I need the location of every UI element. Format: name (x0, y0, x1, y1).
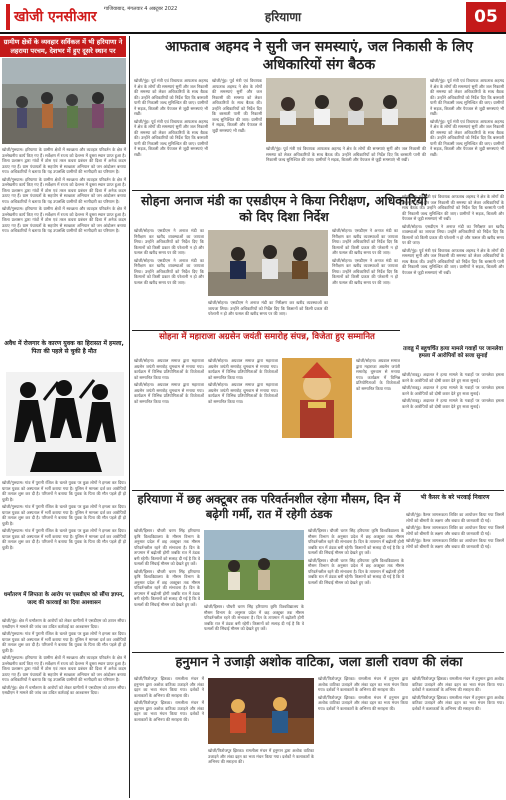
sohna-body-under-photo: खोजी/सोहना। एसडीएम ने अनाज मंडी का निरीक्षण कर खरीद व्यवस्थाओं का जायजा लिया। उन्होंने अधिकारियों को निर्देश दिए कि किसानों को किसी प्रकार की परेशानी न हो और फसल की खरीद समय पर की जाए। (208, 300, 328, 316)
side-bottom-headline: भी कैसर के बरे भरवाई निवारण (420, 494, 490, 501)
masthead (0, 0, 506, 34)
left-subhead: अवैध में रोजगार के कारण युवक का हिरासत में हमला, पिता की पहले से चुकी है मौत (4, 340, 124, 355)
aaftab-meeting-photo (266, 78, 426, 142)
sohna-body-col1: खोजी/सोहना। एसडीएम ने अनाज मंडी का निरीक्षण कर खरीद व्यवस्थाओं का जायजा लिया। उन्होंने अधिकारियों को निर्देश दिए कि किसानों को किसी प्रकार की परेशानी न हो और फसल की खरीद समय पर की जाए। खोजी/सोहना। एसडीएम ने अनाज मंडी का निरीक्षण कर खरीद व्यवस्थाओं का जायजा लिया। उन्होंने अधिकारियों को निर्देश दिए कि किसानों को किसी प्रकार की परेशानी न हो और फसल की खरीद समय पर की जाए। (134, 228, 204, 285)
hanuman-body-col3: खोजी/फिरोजपुर झिरका। रामलीला मंचन में हनुमान द्वारा अशोक वाटिका उजाड़ने और लंका दहन का भव्य मंचन किया गया। दर्शकों ने कलाकारों के अभिनय की सराहना की। खोजी/फिरोजपुर झिरका। रामलीला मंचन में हनुमान द्वारा अशोक वाटिका उजाड़ने और लंका दहन का भव्य मंचन किया गया। दर्शकों ने कलाकारों के अभिनय की सराहना की। (318, 676, 408, 711)
meeting-photo-icon (266, 78, 426, 142)
agrasen-portrait-icon (282, 358, 352, 438)
maharaja-body-col1: खोजी/सोहना। अग्रवाल समाज द्वारा महाराजा अग्रसेन जयंती समारोह धूमधाम से मनाया गया। कार्यक्रम में विभिन्न प्रतियोगिताओं के विजेताओं को सम्मानित किया गया। खोजी/सोहना। अग्रवाल समाज द्वारा महाराजा अग्रसेन जयंती समारोह धूमधाम से मनाया गया। कार्यक्रम में विभिन्न प्रतियोगिताओं के विजेताओं को सम्मानित किया गया। (134, 358, 204, 404)
section-title: हरियाणा (264, 10, 302, 24)
aaftab-headline: आफताब अहमद ने सुनी जन समस्याएं, जल निकासी के लिए अधिकारियों संग बैठक (165, 39, 473, 73)
left-subhead-body: खोजी/गुरुग्राम। गांव में पुरानी रंजिश के चलते युवक पर कुछ लोगों ने हमला कर दिया। घायल युवक को अस्पताल में भर्ती कराया गया है। पुलिस ने मामला दर्ज कर आरोपियों की तलाश शुरू कर दी है। परिजनों ने बताया कि युवक के पिता की मौत पहले ही हो चुकी है। खोजी/गुरुग्राम। गांव में पुरानी रंजिश के चलते युवक पर कुछ लोगों ने हमला कर दिया। घायल युवक को अस्पताल में भर्ती कराया गया है। पुलिस ने मामला दर्ज कर आरोपियों की तलाश शुरू कर दी है। परिजनों ने बताया कि युवक के पिता की मौत पहले ही हो चुकी है। खोजी/गुरुग्राम। गांव में पुरानी रंजिश के चलते युवक पर कुछ लोगों ने हमला कर दिया। घायल युवक को अस्पताल में भर्ती कराया गया है। पुलिस ने मामला दर्ज कर आरोपियों की तलाश शुरू कर दी है। परिजनों ने बताया कि युवक के पिता की मौत पहले ही हो चुकी है। (2, 480, 126, 550)
left-story-body: खोजी/गुरुग्राम। हरियाणा के ग्रामीण क्षेत्रों में स्वच्छता और व्यवहार परिवर्तन के क्षेत्र में उल्लेखनीय कार्य किए गए हैं। सर्वेक्षण में राज्य को देशभर में दूसरा स्थान प्राप्त हुआ है। जिला प्रशासन द्वारा गांवों में ठोस एवं तरल कचरा प्रबंधन की दिशा में अनेक कदम उठाए गए हैं। ग्राम पंचायतों के सहयोग से स्वच्छता अभियान को जन आंदोलन बनाया गया। अधिकारियों ने बताया कि यह उपलब्धि ग्रामीणों की भागीदारी का परिणाम है। खोजी/गुरुग्राम। हरियाणा के ग्रामीण क्षेत्रों में स्वच्छता और व्यवहार परिवर्तन के क्षेत्र में उल्लेखनीय कार्य किए गए हैं। सर्वेक्षण में राज्य को देशभर में दूसरा स्थान प्राप्त हुआ है। जिला प्रशासन द्वारा गांवों में ठोस एवं तरल कचरा प्रबंधन की दिशा में अनेक कदम उठाए गए हैं। ग्राम पंचायतों के सहयोग से स्वच्छता अभियान को जन आंदोलन बनाया गया। अधिकारियों ने बताया कि यह उपलब्धि ग्रामीणों की भागीदारी का परिणाम है। खोजी/गुरुग्राम। हरियाणा के ग्रामीण क्षेत्रों में स्वच्छता और व्यवहार परिवर्तन के क्षेत्र में उल्लेखनीय कार्य किए गए हैं। सर्वेक्षण में राज्य को देशभर में दूसरा स्थान प्राप्त हुआ है। जिला प्रशासन द्वारा गांवों में ठोस एवं तरल कचरा प्रबंधन की दिशा में अनेक कदम उठाए गए हैं। ग्राम पंचायतों के सहयोग से स्वच्छता अभियान को जन आंदोलन बनाया गया। अधिकारियों ने बताया कि यह उपलब्धि ग्रामीणों की भागीदारी का परिणाम है। (2, 147, 126, 233)
sohna-headline: सोहना अनाज मंडी का एसडीएम ने किया निरीक्षण, अधिकारियों को दिए दिशा निर्देश (141, 193, 427, 224)
aaftab-body-col1: खोजी/नूंह। पूर्व मंत्री एवं विधायक आफताब अहमद ने क्षेत्र के लोगों की समस्याएं सुनीं और जल निकासी की समस्या को लेकर अधिकारियों के साथ बैठक की। उन्होंने अधिकारियों को निर्देश दिए कि बरसाती पानी की निकासी जल्द सुनिश्चित की जाए। ग्रामीणों ने सड़क, बिजली और पेयजल से जुड़ी समस्याएं भी रखीं। खोजी/नूंह। पूर्व मंत्री एवं विधायक आफताब अहमद ने क्षेत्र के लोगों की समस्याएं सुनीं और जल निकासी की समस्या को लेकर अधिकारियों के साथ बैठक की। उन्होंने अधिकारियों को निर्देश दिए कि बरसाती पानी की निकासी जल्द सुनिश्चित की जाए। ग्रामीणों ने सड़क, बिजली और पेयजल से जुड़ी समस्याएं भी रखीं। (134, 78, 208, 157)
attack-silhouette-icon (6, 372, 124, 476)
maharaja-headline: सोहना में महाराजा अग्रसेन जयंती समारोह संपन्न, विजेता हुए सम्मानित (159, 332, 375, 342)
column-divider (129, 36, 130, 798)
field-photo-icon (204, 530, 304, 600)
sohna-body-col3: खोजी/सोहना। एसडीएम ने अनाज मंडी का निरीक्षण कर खरीद व्यवस्थाओं का जायजा लिया। उन्होंने अधिकारियों को निर्देश दिए कि किसानों को किसी प्रकार की परेशानी न हो और फसल की खरीद समय पर की जाए। खोजी/सोहना। एसडीएम ने अनाज मंडी का निरीक्षण कर खरीद व्यवस्थाओं का जायजा लिया। उन्होंने अधिकारियों को निर्देश दिए कि किसानों को किसी प्रकार की परेशानी न हो और फसल की खरीद समय पर की जाए। (332, 228, 398, 285)
section-divider (132, 190, 504, 191)
side-bottom-body: खोजी/नूंह। कैसर जागरूकता शिविर का आयोजन किया गया जिसमें लोगों को बीमारी के लक्षण और बचाव की जानकारी दी गई। खोजी/नूंह। कैसर जागरूकता शिविर का आयोजन किया गया जिसमें लोगों को बीमारी के लक्षण और बचाव की जानकारी दी गई। खोजी/नूंह। कैसर जागरूकता शिविर का आयोजन किया गया जिसमें लोगों को बीमारी के लक्षण और बचाव की जानकारी दी गई। (406, 512, 504, 549)
tauru-body: खोजी/तावडू। अदालत ने हत्या मामले के गवाहों पर जानलेवा हमला करने के आरोपियों को दोषी करार देते हुए सजा सुनाई। खोजी/तावडू। अदालत ने हत्या मामले के गवाहों पर जानलेवा हमला करने के आरोपियों को दोषी करार देते हुए सजा सुनाई। खोजी/तावडू। अदालत ने हत्या मामले के गवाहों पर जानलेवा हमला करने के आरोपियों को दोषी करार देते हुए सजा सुनाई। (402, 372, 504, 409)
maharaja-photo (282, 358, 352, 438)
hanuman-headline: हनुमान ने उजाड़ी अशोक वाटिका, जला डाली रावण की लंका (175, 655, 463, 670)
aaftab-body-col2: खोजी/नूंह। पूर्व मंत्री एवं विधायक आफताब अहमद ने क्षेत्र के लोगों की समस्याएं सुनीं और जल निकासी की समस्या को लेकर अधिकारियों के साथ बैठक की। उन्होंने अधिकारियों को निर्देश दिए कि बरसाती पानी की निकासी जल्द सुनिश्चित की जाए। ग्रामीणों ने सड़क, बिजली और पेयजल से जुड़ी समस्याएं भी रखीं। (212, 78, 262, 133)
page-number: 05 (466, 2, 506, 32)
weather-body-col3: खोजी/हिसार। चौधरी चरण सिंह हरियाणा कृषि विश्वविद्यालय के मौसम विभाग के अनुसार प्रदेश में छह अक्टूबर तक मौसम परिवर्तनशील रहने की संभावना है। दिन के तापमान में बढ़ोतरी होगी जबकि रात में ठंडक बनी रहेगी। किसानों को सलाह दी गई है कि वे फसलों की सिंचाई मौसम को देखते हुए करें। खोजी/हिसार। चौधरी चरण सिंह हरियाणा कृषि विश्वविद्यालय के मौसम विभाग के अनुसार प्रदेश में छह अक्टूबर तक मौसम परिवर्तनशील रहने की संभावना है। दिन के तापमान में बढ़ोतरी होगी जबकि रात में ठंडक बनी रहेगी। किसानों को सलाह दी गई है कि वे फसलों की सिंचाई मौसम को देखते हुए करें। (308, 528, 404, 585)
crowd-photo-icon (2, 58, 126, 144)
ramlila-stage-icon (208, 678, 314, 744)
left-bottom-subhead: धर्मांतरण में लिप्तता के आरोप पर एसडीएम को सौंपा ज्ञापन, जल्द की कारवाई का दिया आश्वासन (3, 592, 125, 606)
hanuman-body-col1: खोजी/फिरोजपुर झिरका। रामलीला मंचन में हनुमान द्वारा अशोक वाटिका उजाड़ने और लंका दहन का भव्य मंचन किया गया। दर्शकों ने कलाकारों के अभिनय की सराहना की। खोजी/फिरोजपुर झिरका। रामलीला मंचन में हनुमान द्वारा अशोक वाटिका उजाड़ने और लंका दहन का भव्य मंचन किया गया। दर्शकों ने कलाकारों के अभिनय की सराहना की। (134, 676, 204, 722)
tauru-headline: तावडू में बहुचर्चित हत्या मामले गवाहों पर जानलेवा हमला में आरोपियों को सजा सुनाई (403, 346, 503, 359)
weather-body-col1: खोजी/हिसार। चौधरी चरण सिंह हरियाणा कृषि विश्वविद्यालय के मौसम विभाग के अनुसार प्रदेश में छह अक्टूबर तक मौसम परिवर्तनशील रहने की संभावना है। दिन के तापमान में बढ़ोतरी होगी जबकि रात में ठंडक बनी रहेगी। किसानों को सलाह दी गई है कि वे फसलों की सिंचाई मौसम को देखते हुए करें। खोजी/हिसार। चौधरी चरण सिंह हरियाणा कृषि विश्वविद्यालय के मौसम विभाग के अनुसार प्रदेश में छह अक्टूबर तक मौसम परिवर्तनशील रहने की संभावना है। दिन के तापमान में बढ़ोतरी होगी जबकि रात में ठंडक बनी रहेगी। किसानों को सलाह दी गई है कि वे फसलों की सिंचाई मौसम को देखते हुए करें। (134, 528, 200, 607)
maharaja-body-col4: खोजी/सोहना। अग्रवाल समाज द्वारा महाराजा अग्रसेन जयंती समारोह धूमधाम से मनाया गया। कार्यक्रम में विभिन्न प्रतियोगिताओं के विजेताओं को सम्मानित किया गया। (356, 358, 400, 391)
section-divider (132, 490, 504, 491)
attack-illustration (6, 372, 124, 476)
weather-body-under-photo: खोजी/हिसार। चौधरी चरण सिंह हरियाणा कृषि विश्वविद्यालय के मौसम विभाग के अनुसार प्रदेश में छह अक्टूबर तक मौसम परिवर्तनशील रहने की संभावना है। दिन के तापमान में बढ़ोतरी होगी जबकि रात में ठंडक बनी रहेगी। किसानों को सलाह दी गई है कि वे फसलों की सिंचाई मौसम को देखते हुए करें। (204, 604, 304, 631)
left-story-headline: ग्रामीण क्षेत्रों के व्यवहार सर्विकल में भी हरियाणा ने लहराया परचम, देशभर में हुए दूसरे स्थान पर (0, 36, 126, 57)
hanuman-ramlila-photo (208, 678, 314, 744)
protest-photo (2, 58, 126, 144)
weather-headline: हरियाणा में छह अक्टूबर तक परिवर्तनशील रहेगा मौसम, दिन में बढ़ेगी गर्मी, रात में रहेगी ठंडक (137, 492, 401, 521)
hanuman-body-col4: खोजी/फिरोजपुर झिरका। रामलीला मंचन में हनुमान द्वारा अशोक वाटिका उजाड़ने और लंका दहन का भव्य मंचन किया गया। दर्शकों ने कलाकारों के अभिनय की सराहना की। खोजी/फिरोजपुर झिरका। रामलीला मंचन में हनुमान द्वारा अशोक वाटिका उजाड़ने और लंका दहन का भव्य मंचन किया गया। दर्शकों ने कलाकारों के अभिनय की सराहना की। (412, 676, 504, 711)
section-divider (132, 330, 400, 331)
left-bottom-body: खोजी/नूंह। क्षेत्र में धर्मांतरण के आरोपों को लेकर ग्रामीणों ने एसडीएम को ज्ञापन सौंपा। एसडीएम ने मामले की जांच कर उचित कार्रवाई का आश्वासन दिया। खोजी/गुरुग्राम। गांव में पुरानी रंजिश के चलते युवक पर कुछ लोगों ने हमला कर दिया। घायल युवक को अस्पताल में भर्ती कराया गया है। पुलिस ने मामला दर्ज कर आरोपियों की तलाश शुरू कर दी है। परिजनों ने बताया कि युवक के पिता की मौत पहले ही हो चुकी है। खोजी/गुरुग्राम। हरियाणा के ग्रामीण क्षेत्रों में स्वच्छता और व्यवहार परिवर्तन के क्षेत्र में उल्लेखनीय कार्य किए गए हैं। सर्वेक्षण में राज्य को देशभर में दूसरा स्थान प्राप्त हुआ है। जिला प्रशासन द्वारा गांवों में ठोस एवं तरल कचरा प्रबंधन की दिशा में अनेक कदम उठाए गए हैं। ग्राम पंचायतों के सहयोग से स्वच्छता अभियान को जन आंदोलन बनाया गया। अधिकारियों ने बताया कि यह उपलब्धि ग्रामीणों की भागीदारी का परिणाम है। खोजी/नूंह। क्षेत्र में धर्मांतरण के आरोपों को लेकर ग्रामीणों ने एसडीएम को ज्ञापन सौंपा। एसडीएम ने मामले की जांच कर उचित कार्रवाई का आश्वासन दिया। (2, 618, 126, 695)
inspection-photo-icon (208, 230, 328, 296)
dateline: गाजियाबाद, मंगलवार 4 अक्टूबर 2022 (104, 6, 178, 12)
sohna-inspection-photo (208, 230, 328, 296)
hanuman-body-under-photo: खोजी/फिरोजपुर झिरका। रामलीला मंचन में हनुमान द्वारा अशोक वाटिका उजाड़ने और लंका दहन का भव्य मंचन किया गया। दर्शकों ने कलाकारों के अभिनय की सराहना की। (208, 748, 314, 764)
aaftab-body-under-photo: खोजी/नूंह। पूर्व मंत्री एवं विधायक आफताब अहमद ने क्षेत्र के लोगों की समस्याएं सुनीं और जल निकासी की समस्या को लेकर अधिकारियों के साथ बैठक की। उन्होंने अधिकारियों को निर्देश दिए कि बरसाती पानी की निकासी जल्द सुनिश्चित की जाए। ग्रामीणों ने सड़क, बिजली और पेयजल से जुड़ी समस्याएं भी रखीं। (266, 146, 426, 162)
side-short-body-top: खोजी/नूंह। पूर्व मंत्री एवं विधायक आफताब अहमद ने क्षेत्र के लोगों की समस्याएं सुनीं और जल निकासी की समस्या को लेकर अधिकारियों के साथ बैठक की। उन्होंने अधिकारियों को निर्देश दिए कि बरसाती पानी की निकासी जल्द सुनिश्चित की जाए। ग्रामीणों ने सड़क, बिजली और पेयजल से जुड़ी समस्याएं भी रखीं। खोजी/सोहना। एसडीएम ने अनाज मंडी का निरीक्षण कर खरीद व्यवस्थाओं का जायजा लिया। उन्होंने अधिकारियों को निर्देश दिए कि किसानों को किसी प्रकार की परेशानी न हो और फसल की खरीद समय पर की जाए। खोजी/नूंह। पूर्व मंत्री एवं विधायक आफताब अहमद ने क्षेत्र के लोगों की समस्याएं सुनीं और जल निकासी की समस्या को लेकर अधिकारियों के साथ बैठक की। उन्होंने अधिकारियों को निर्देश दिए कि बरसाती पानी की निकासी जल्द सुनिश्चित की जाए। ग्रामीणों ने सड़क, बिजली और पेयजल से जुड़ी समस्याएं भी रखीं। (402, 194, 504, 275)
newspaper-logo: खोजी एनसीआर (6, 4, 98, 30)
aaftab-body-col4: खोजी/नूंह। पूर्व मंत्री एवं विधायक आफताब अहमद ने क्षेत्र के लोगों की समस्याएं सुनीं और जल निकासी की समस्या को लेकर अधिकारियों के साथ बैठक की। उन्होंने अधिकारियों को निर्देश दिए कि बरसाती पानी की निकासी जल्द सुनिश्चित की जाए। ग्रामीणों ने सड़क, बिजली और पेयजल से जुड़ी समस्याएं भी रखीं। खोजी/नूंह। पूर्व मंत्री एवं विधायक आफताब अहमद ने क्षेत्र के लोगों की समस्याएं सुनीं और जल निकासी की समस्या को लेकर अधिकारियों के साथ बैठक की। उन्होंने अधिकारियों को निर्देश दिए कि बरसाती पानी की निकासी जल्द सुनिश्चित की जाए। ग्रामीणों ने सड़क, बिजली और पेयजल से जुड़ी समस्याएं भी रखीं। (430, 78, 504, 157)
section-divider (132, 652, 504, 653)
maharaja-body-col2: खोजी/सोहना। अग्रवाल समाज द्वारा महाराजा अग्रसेन जयंती समारोह धूमधाम से मनाया गया। कार्यक्रम में विभिन्न प्रतियोगिताओं के विजेताओं को सम्मानित किया गया। खोजी/सोहना। अग्रवाल समाज द्वारा महाराजा अग्रसेन जयंती समारोह धूमधाम से मनाया गया। कार्यक्रम में विभिन्न प्रतियोगिताओं के विजेताओं को सम्मानित किया गया। (208, 358, 278, 404)
weather-field-photo (204, 530, 304, 600)
